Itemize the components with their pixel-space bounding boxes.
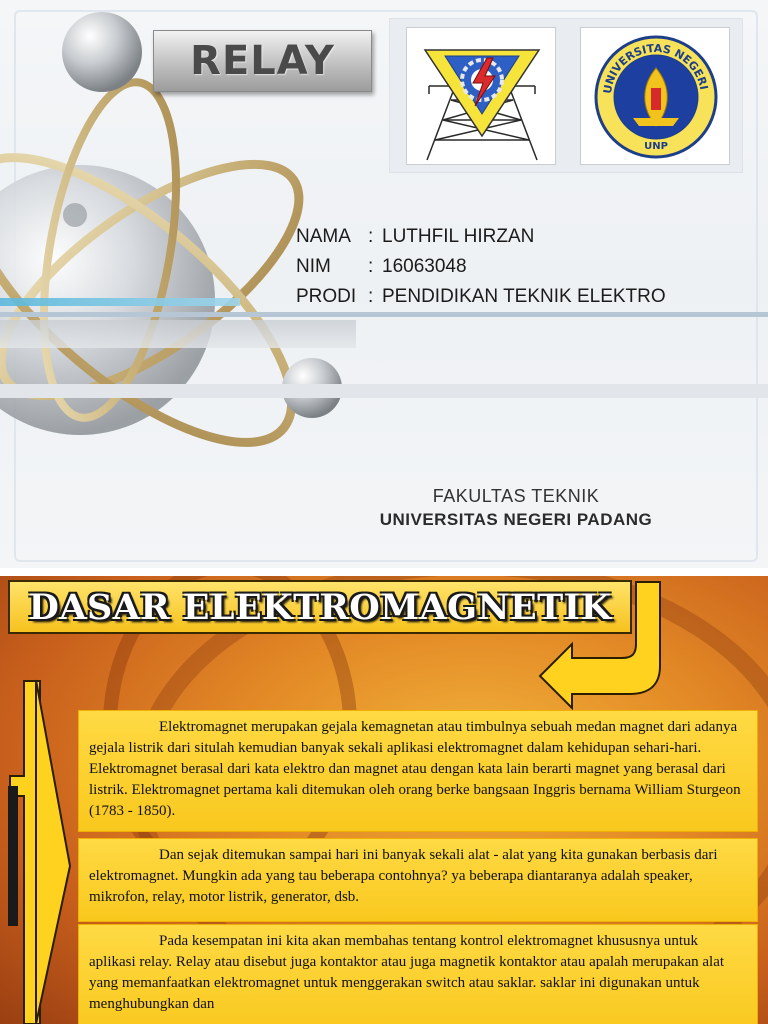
svg-text:UNP: UNP <box>644 141 668 152</box>
paragraph-box: Elektromagnet merupakan gejala kemagnetan atau timbulnya sebuah medan magnet dari adanya gejala listrik dari situlah kemudian banyak sekali aplikasi elektromagnet dalam kehidupan sehari-hari. Elektromagnet berasal dari kata elektro dan magnet atau dengan kata lain berarti magnet yang berasal dari listrik. Elektromagnet pertama kali ditemukan oleh orang berke bangsaan Inggris bernama William Sturgeon (1783 - 1850). <box>78 710 758 832</box>
decor-stripe <box>0 298 240 306</box>
lightning-gear-tower-logo-icon <box>407 28 557 166</box>
title-box <box>153 30 372 92</box>
decor-stripe <box>0 320 356 348</box>
paragraph-box: Pada kesempatan ini kita akan membahas tentang kontrol elektromagnet khususnya untuk aplikasi relay. Relay atau disebut juga kontaktor atau juga magnetik kontaktor atau apalah merupakan alat yang memanfaatkan elektromagnet untuk menggerakan switch atau saklar. saklar ini digunakan untuk menghubungkan dan <box>78 924 758 1024</box>
university-logo-card <box>580 27 730 165</box>
faculty-name: FAKULTAS TEKNIK <box>432 486 600 506</box>
section-title: DASAR ELEKTROMAGNETIK <box>28 586 612 628</box>
info-label: NAMA <box>296 226 351 247</box>
info-separator: : <box>368 286 374 307</box>
decor-stripe <box>0 384 768 398</box>
info-value: LUTHFIL HIRZAN <box>382 226 535 247</box>
universitas-negeri-padang-seal-icon <box>581 28 731 166</box>
decor-stripe <box>0 312 768 317</box>
faculty-block <box>354 486 678 530</box>
info-row <box>296 252 666 282</box>
info-value: PENDIDIKAN TEKNIK ELEKTRO <box>382 286 666 307</box>
student-info <box>296 222 666 312</box>
paragraph-box: Dan sejak ditemukan sampai hari ini banyak sekali alat - alat yang kita gunakan berbasis dari elektromagnet. Mungkin ada yang tau beberapa contohnya? ya beberapa diantaranya adalah speaker, mikrofon, relay, motor listrik, generator, dsb. <box>78 838 758 922</box>
small-sphere <box>62 12 142 92</box>
svg-text:UNIVERSITAS NEGERI PADANG: UNIVERSITAS NEGERI <box>600 41 711 95</box>
slide-title-text: RELAY <box>190 38 335 84</box>
info-separator: : <box>368 256 374 277</box>
small-sphere <box>63 203 87 227</box>
info-value: 16063048 <box>382 256 467 277</box>
faculty-logo-card <box>406 27 556 165</box>
info-row <box>296 282 666 312</box>
slide-elektromagnetik <box>0 576 768 1024</box>
right-arrow-icon <box>36 680 70 1024</box>
section-title-box <box>8 580 632 634</box>
info-row <box>296 222 666 252</box>
university-name: UNIVERSITAS NEGERI PADANG <box>379 510 653 529</box>
info-separator: : <box>368 226 374 247</box>
info-label: PRODI <box>296 286 357 307</box>
info-label: NIM <box>296 256 331 277</box>
logo-panel <box>389 18 743 173</box>
